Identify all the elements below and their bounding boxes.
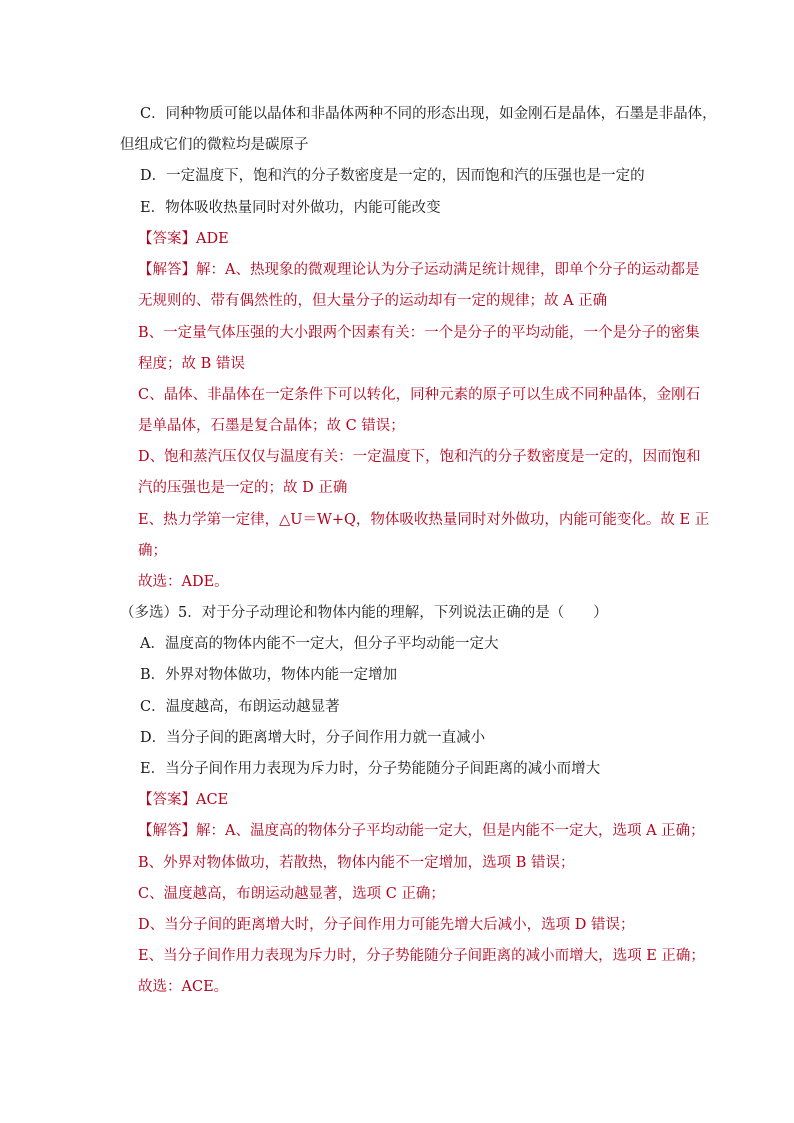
q5-solution-line-1: [138, 821, 705, 841]
q4-solution-line-11: 故选：ADE。: [138, 574, 229, 590]
q5-option-e: E．当分子间作用力表现为斥力时，分子势能随分子间距离的减小而增大: [140, 761, 601, 777]
q5-solution-line-2: B、外界对物体做功，若散热，物体内能不一定增加，选项 B 错误；: [138, 855, 575, 871]
q4-solution-line-10: 确；: [138, 543, 167, 559]
q5-solution-line-3: C、温度越高，布朗运动越显著，选项 C 正确；: [138, 886, 445, 902]
solution-tag: 【解答】: [138, 823, 196, 839]
answer-tag: 【答案】: [138, 231, 196, 247]
q5-option-c: C．温度越高，布朗运动越显著: [140, 699, 340, 715]
q5-solution-line-4: D、当分子间的距离增大时，分子间作用力可能先增大后减小，选项 D 错误；: [138, 917, 635, 933]
solution-tag: 【解答】: [138, 262, 196, 278]
q4-solution-line-5: C、晶体、非晶体在一定条件下可以转化，同种元素的原子可以生成不同种晶体，金刚石: [138, 387, 701, 403]
q5-solution-line-6: 故选：ACE。: [138, 979, 229, 995]
q5-option-d: D．当分子间的距离增大时，分子间作用力就一直减小: [140, 730, 486, 746]
q4-solution-line-3: B、一定量气体压强的大小跟两个因素有关：一个是分子的平均动能，一个是分子的密集: [138, 325, 700, 341]
solution-text: 解：A、温度高的物体分子平均动能一定大，但是内能不一定大，选项 A 正确；: [196, 823, 705, 839]
q4-solution-line-2: 无规则的、带有偶然性的，但大量分子的运动却有一定的规律；故 A 正确: [138, 293, 608, 309]
q5-option-b: B．外界对物体做功，物体内能一定增加: [140, 667, 398, 683]
answer-tag: 【答案】: [138, 792, 196, 808]
q4-option-d: D．一定温度下，饱和汽的分子数密度是一定的，因而饱和汽的压强也是一定的: [140, 168, 645, 184]
q4-answer: [138, 229, 229, 249]
answer-value: ADE: [196, 231, 229, 247]
q4-solution-line-1: [138, 260, 699, 280]
q5-answer: [138, 790, 228, 810]
q4-option-c-line1: C．同种物质可能以晶体和非晶体两种不同的形态出现，如金刚石是晶体，石墨是非晶体，: [140, 106, 717, 122]
q4-solution-line-9: E、热力学第一定律，△U＝W+Q，物体吸收热量同时对外做功，内能可能变化。故 E 正: [138, 512, 710, 528]
q5-stem: （多选）5．对于分子动理论和物体内能的理解，下列说法正确的是（ ）: [120, 605, 608, 621]
q4-solution-line-4: 程度；故 B 错误: [138, 356, 245, 372]
q4-option-c-line2: 但组成它们的微粒均是碳原子: [120, 137, 309, 153]
answer-value: ACE: [196, 792, 229, 808]
q4-solution-line-8: 汽的压强也是一定的；故 D 正确: [138, 480, 348, 496]
q4-solution-line-7: D、饱和蒸汽压仅仅与温度有关：一定温度下，饱和汽的分子数密度是一定的，因而饱和: [138, 449, 701, 465]
q4-solution-line-6: 是单晶体，石墨是复合晶体；故 C 错误；: [138, 418, 405, 434]
q5-option-a: A．温度高的物体内能不一定大，但分子平均动能一定大: [140, 636, 499, 652]
q4-option-e: E．物体吸收热量同时对外做功，内能可能改变: [140, 200, 441, 216]
solution-text: 解：A、热现象的微观理论认为分子运动满足统计规律，即单个分子的运动都是: [196, 262, 700, 278]
q5-solution-line-5: E、当分子间作用力表现为斥力时，分子势能随分子间距离的减小而增大，选项 E 正确；: [138, 948, 705, 964]
